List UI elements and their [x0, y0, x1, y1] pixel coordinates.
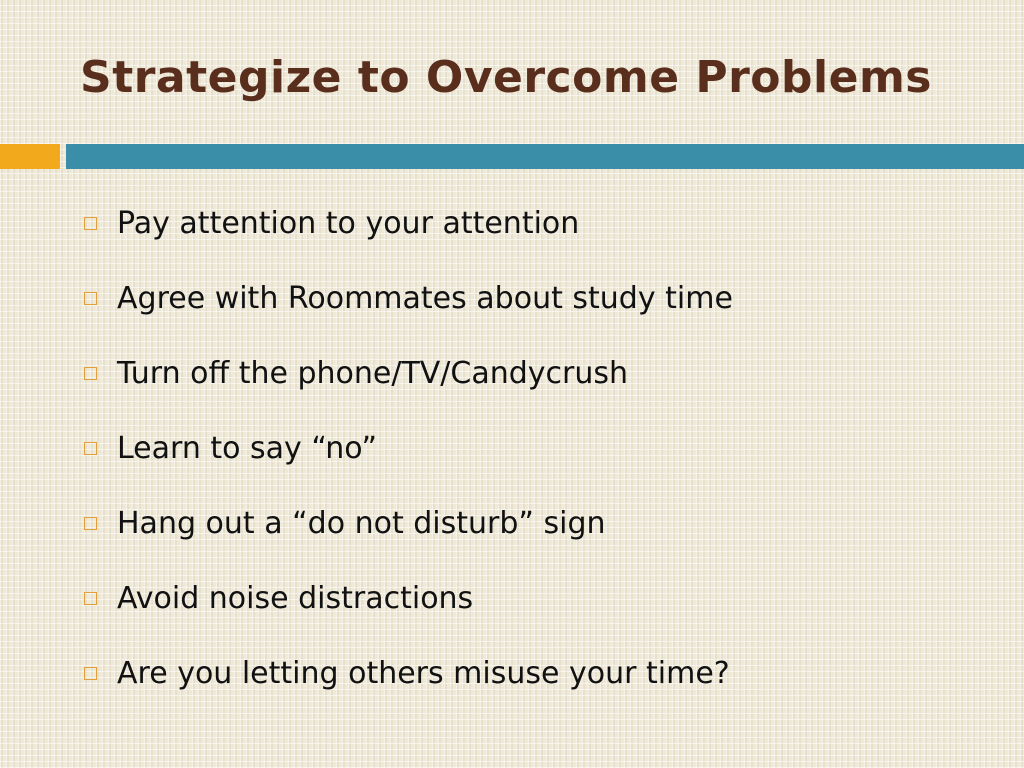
- hollow-square-bullet-icon: [84, 292, 97, 305]
- hollow-square-bullet-icon: [84, 442, 97, 455]
- hollow-square-bullet-icon: [84, 592, 97, 605]
- bullet-text: Turn off the phone/TV/Candycrush: [117, 356, 629, 391]
- bullet-text: Learn to say “no”: [117, 431, 378, 466]
- list-item: [84, 186, 733, 261]
- list-item: [84, 261, 733, 336]
- list-item: [84, 561, 733, 636]
- list-item: [84, 411, 733, 486]
- bullet-text: Hang out a “do not disturb” sign: [117, 506, 606, 541]
- bullet-text: Pay attention to your attention: [117, 206, 580, 241]
- list-item: [84, 336, 733, 411]
- hollow-square-bullet-icon: [84, 367, 97, 380]
- bullet-text: Agree with Roommates about study time: [117, 281, 733, 316]
- bullet-text: Avoid noise distractions: [117, 581, 474, 616]
- title-accent-bar-orange: [0, 144, 60, 169]
- hollow-square-bullet-icon: [84, 667, 97, 680]
- list-item: [84, 636, 733, 711]
- slide-title: Strategize to Overcome Problems: [80, 52, 932, 103]
- hollow-square-bullet-icon: [84, 217, 97, 230]
- title-accent-bar-teal: [66, 144, 1024, 169]
- list-item: [84, 486, 733, 561]
- bullet-text: Are you letting others misuse your time?: [117, 656, 730, 691]
- bullet-list: [84, 186, 733, 711]
- hollow-square-bullet-icon: [84, 517, 97, 530]
